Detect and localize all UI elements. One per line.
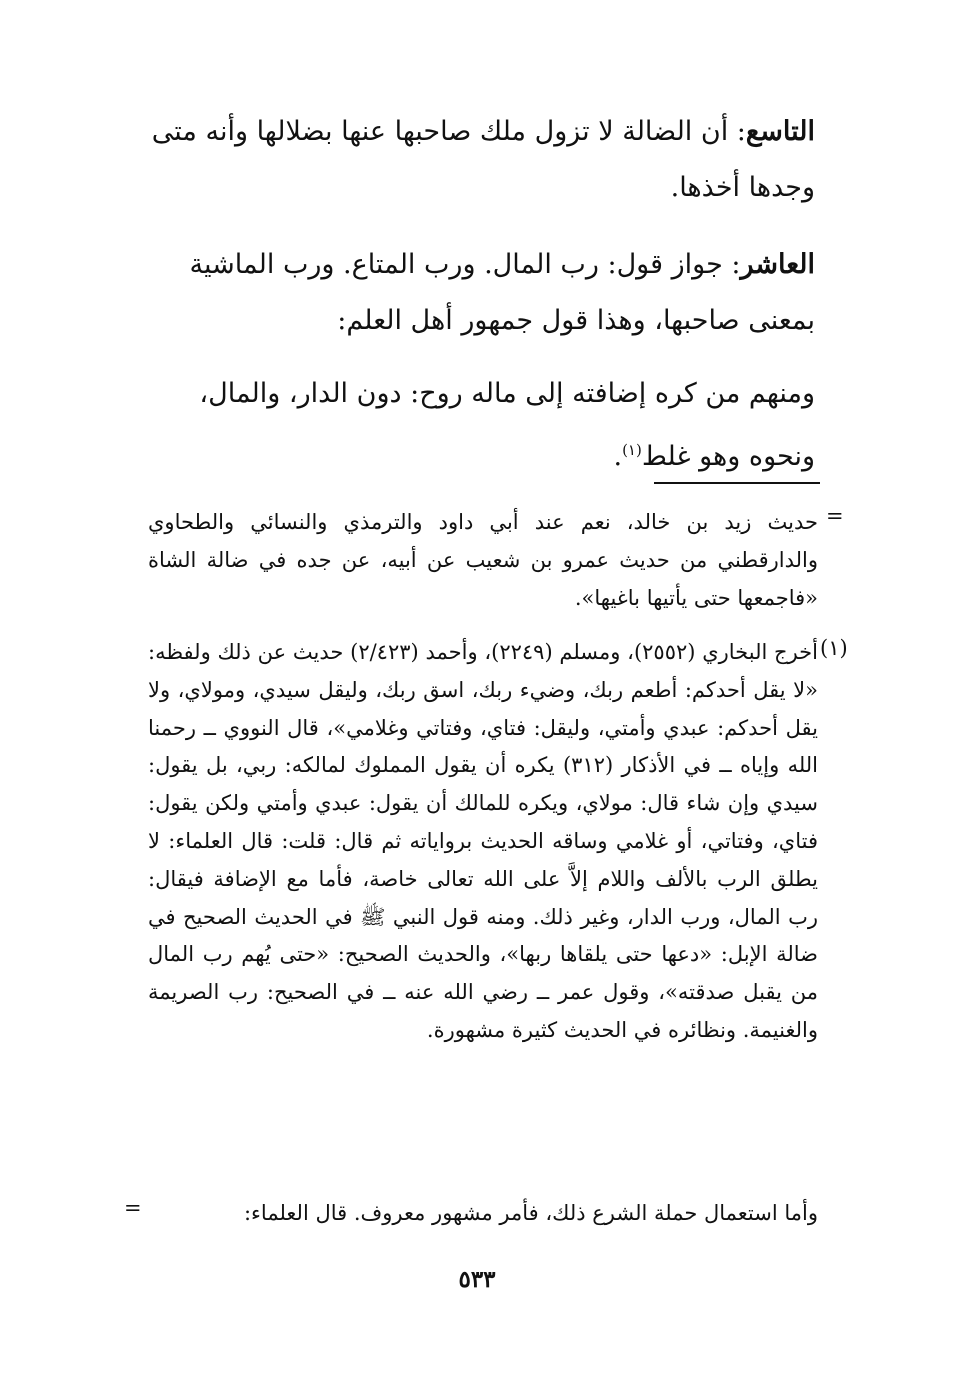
footnote-number: (١) bbox=[820, 636, 848, 660]
footnote-continued-text: حديث زيد بن خالد، نعم عند أبي داود والترمذي والنسائي والطحاوي والدارقطني من حديث عمرو بن شعيب عن أبيه، عن جده في ضالة الشاة «فاجمعها حتى يأتيها باغيها». bbox=[148, 510, 818, 610]
paragraph-end-mark: . bbox=[613, 441, 623, 472]
paragraph-objection bbox=[150, 366, 815, 485]
paragraph-text-ninth: : أن الضالة لا تزول ملك صاحبها عنها بضلالها وأنه متى وجدها أخذها. bbox=[151, 116, 815, 203]
footnote-1-text: أخرج البخاري (٢٥٥٢)، ومسلم (٢٢٤٩)، وأحمد (٢/٤٢٣) حديث عن ذلك ولفظه: «لا يقل أحدكم: أطعم ربك، وضيء ربك، اسق ربك، وليقل سيدي، ومولاي، ولا يقل أحدكم: عبدي وأمتي، وليقل: فتاي، وفتاتي وغلامي»، قال النووي ــ رحمنا الله وإياه ــ في الأذكار (٣١٢) يكره أن يقول المملوك لمالكه: ربي، بل يقول: سيدي وإن شاء قال: مولاي، ويكره للمالك أن يقول: عبدي وأمتي ولكن يقول: فتاي، وفتاتي، أو غلامي وساقه الحديث برواياته ثم قال: قلت: قال العلماء: لا يطلق الرب بالألف واللام إلاَّ على الله تعالى خاصة، فأما مع الإضافة فيقال: رب المال، ورب الدار، وغير ذلك. ومنه قول النبي ﷺ في الحديث الصحيح في ضالة الإبل: «دعها حتى يلقاها ربها»، والحديث الصحيح: «حتى يُهم رب المال من يقبل صدقته»، وقول عمر ــ رضي الله عنه ــ في الصحيح: رب الصريمة والغنيمة. ونظائره في الحديث كثيرة مشهورة. bbox=[148, 640, 819, 1042]
footnote-tail-text: وأما استعمال حملة الشرع ذلك، فأمر مشهور معروف. قال العلماء: bbox=[243, 1201, 818, 1225]
page-number: ٥٣٣ bbox=[458, 1266, 496, 1293]
paragraph-lead-tenth: العاشر bbox=[740, 249, 815, 280]
footnote-separator bbox=[654, 482, 820, 484]
footnote-reference: (١) bbox=[622, 441, 642, 459]
paragraph-ninth bbox=[150, 104, 815, 216]
footnote-tail-marker: = bbox=[124, 1196, 142, 1220]
paragraph-text-tenth: : جواز قول: رب المال. ورب المتاع. ورب الماشية بمعنى صاحبها، وهذا قول جمهور أهل العلم: bbox=[189, 249, 815, 336]
paragraph-tenth bbox=[150, 237, 815, 349]
paragraph-text-objection: ومنهم من كره إضافته إلى ماله روح: دون الدار، والمال، ونحوه وهو غلط bbox=[199, 378, 815, 472]
paragraph-lead-ninth: التاسع bbox=[745, 116, 815, 147]
footnote-continued-marker: = bbox=[826, 504, 844, 528]
